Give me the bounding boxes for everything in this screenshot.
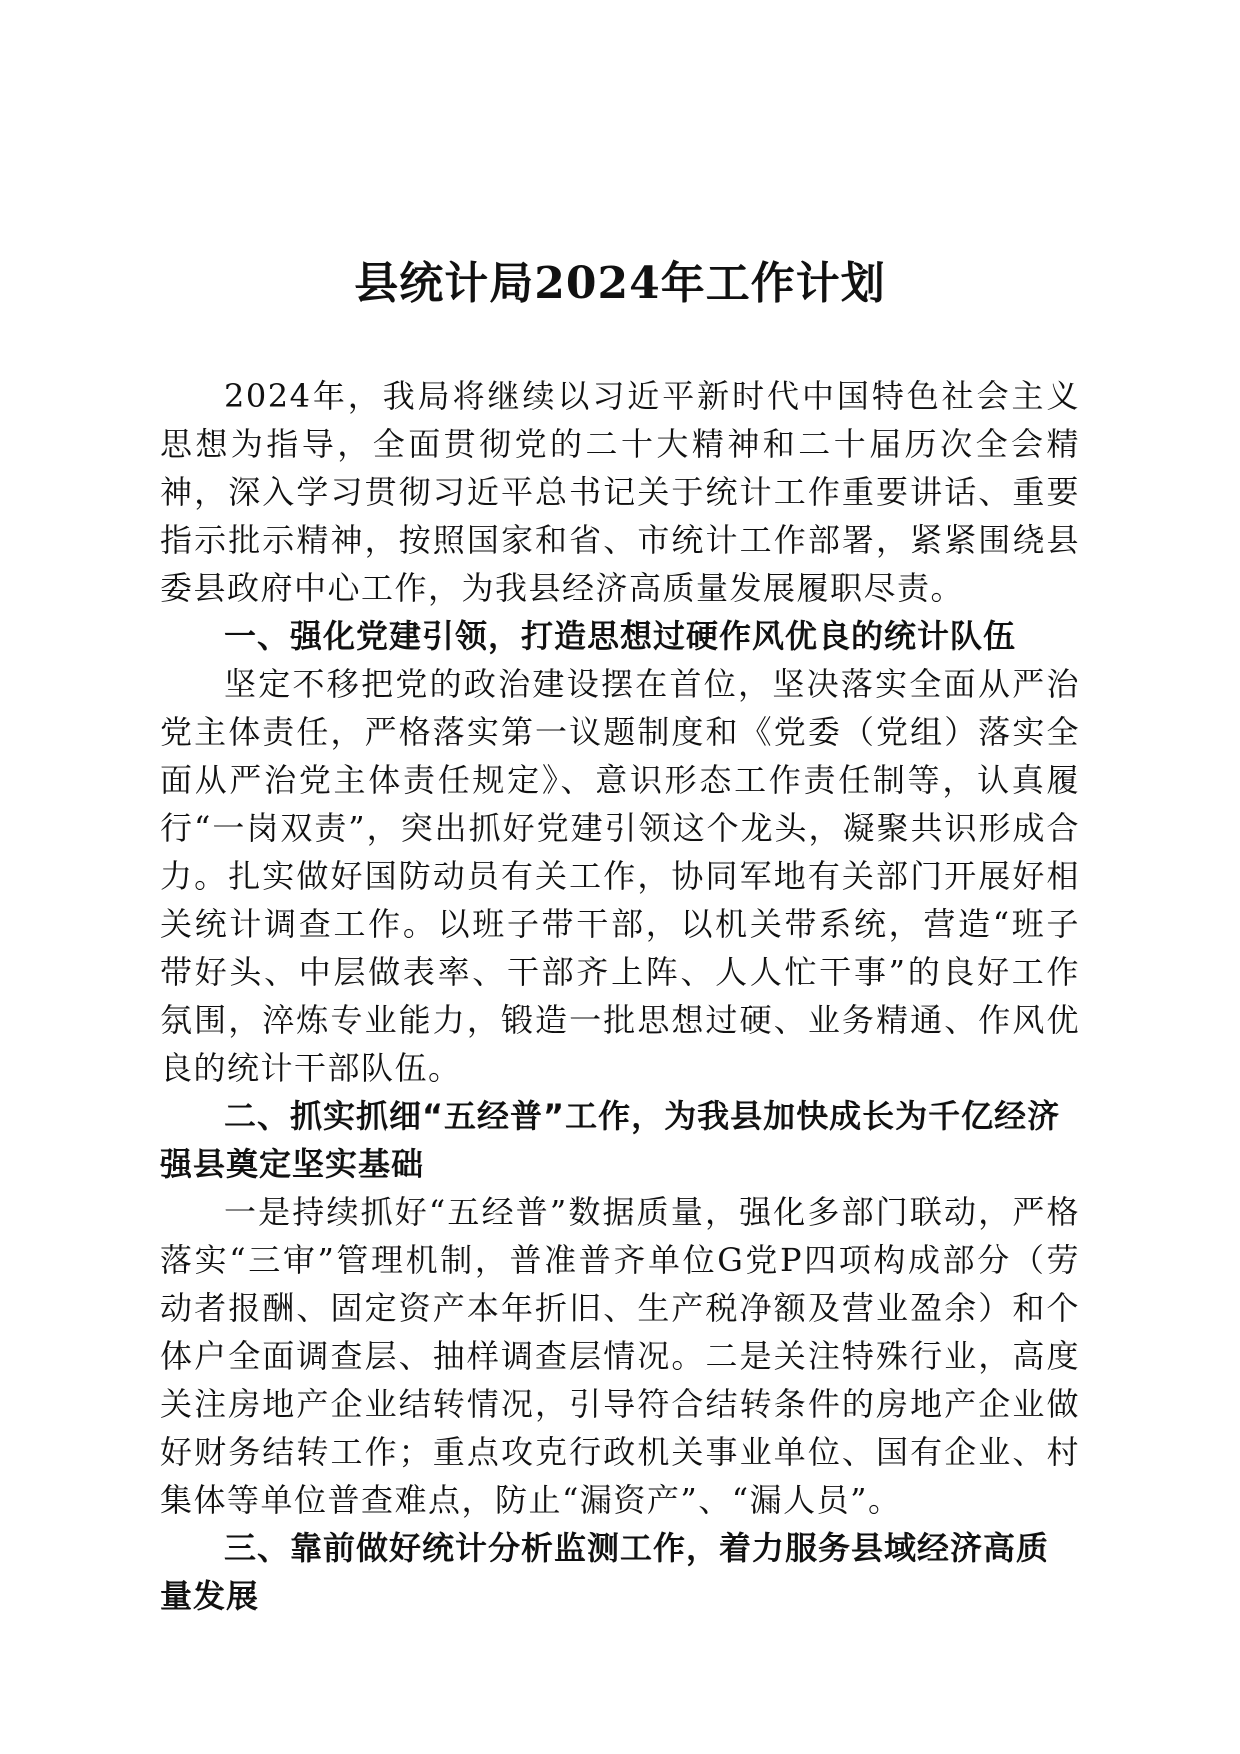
document-body — [160, 372, 1080, 1620]
section-1-heading: 一、强化党建引领，打造思想过硬作风优良的统计队伍 — [224, 617, 1017, 655]
intro-paragraph: 2024年，我局将继续以习近平新时代中国特色社会主义思想为指导，全面贯彻党的二十大精神和二十届历次全会精神，深入学习贯彻习近平总书记关于统计工作重要讲话、重要指示批示精神，按照国家和省、市统计工作部署，紧紧围绕县委县政府中心工作，为我县经济高质量发展履职尽责。 — [160, 377, 1080, 607]
document-title: 县统计局2024年工作计划 — [354, 258, 886, 309]
section-1-paragraph: 坚定不移把党的政治建设摆在首位，坚决落实全面从严治党主体责任，严格落实第一议题制度和《党委（党组）落实全面从严治党主体责任规定》、意识形态工作责任制等，认真履行“一岗双责”，突出抓好党建引领这个龙头，凝聚共识形成合力。扎实做好国防动员有关工作，协同军地有关部门开展好相关统计调查工作。以班子带干部，以机关带系统，营造“班子带好头、中层做表率、干部齐上阵、人人忙干事”的良好工作氛围，淬炼专业能力，锻造一批思想过硬、业务精通、作风优良的统计干部队伍。 — [160, 665, 1080, 1087]
section-2-paragraph: 一是持续抓好“五经普”数据质量，强化多部门联动，严格落实“三审”管理机制，普准普齐单位G党P四项构成部分（劳动者报酬、固定资产本年折旧、生产税净额及营业盈余）和个体户全面调查层、抽样调查层情况。二是关注特殊行业，高度关注房地产企业结转情况，引导符合结转条件的房地产企业做好财务结转工作；重点攻克行政机关事业单位、国有企业、村集体等单位普查难点，防止“漏资产”、“漏人员”。 — [160, 1193, 1080, 1519]
section-3-heading: 三、靠前做好统计分析监测工作，着力服务县域经济高质量发展 — [160, 1529, 1050, 1615]
section-2-heading: 二、抓实抓细“五经普”工作，为我县加快成长为千亿经济强县奠定坚实基础 — [160, 1097, 1061, 1183]
